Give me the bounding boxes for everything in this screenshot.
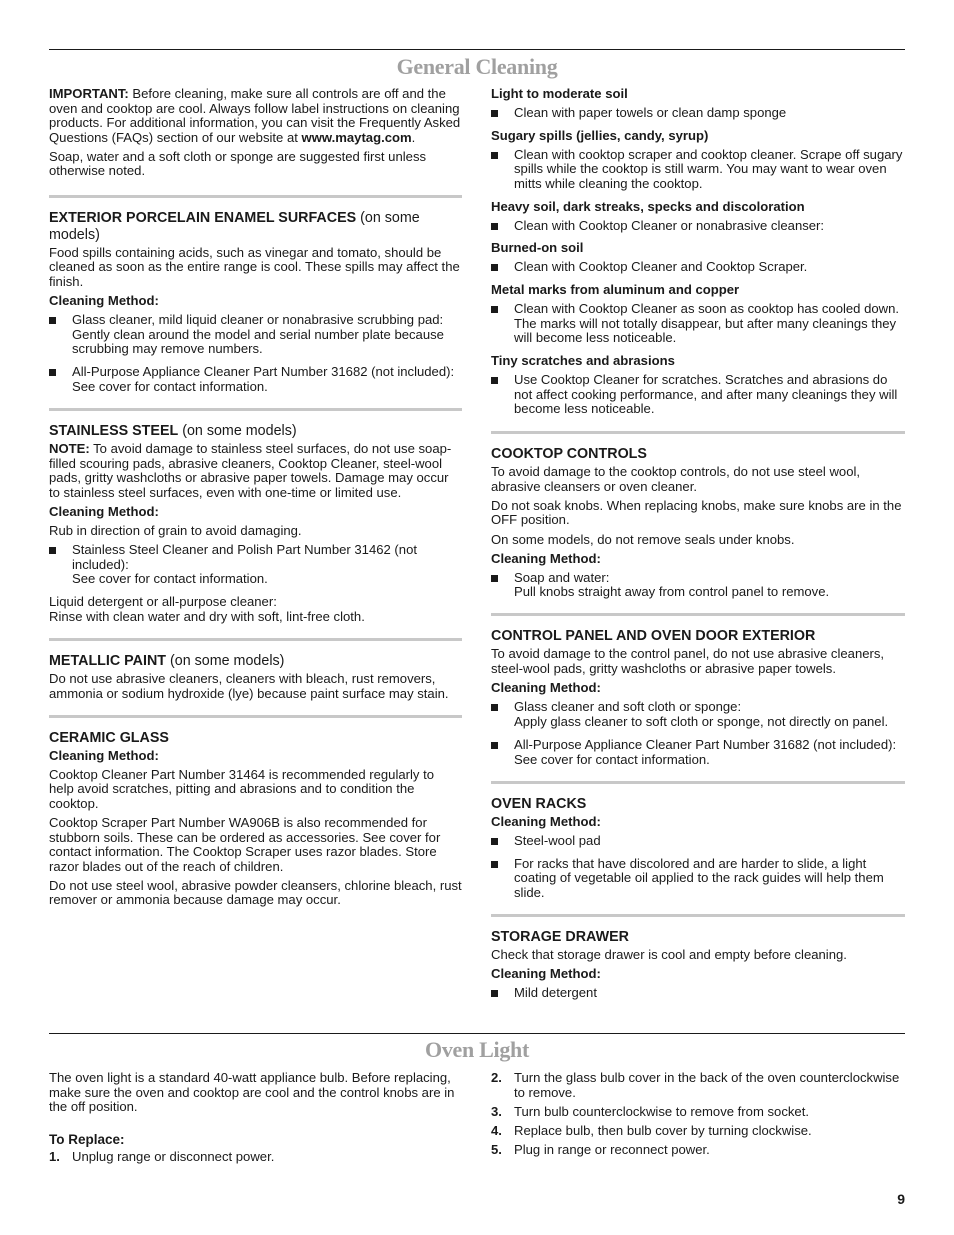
controls-p3: On some models, do not remove seals under knobs.: [491, 531, 795, 547]
metallic-text: Do not use abrasive cleaners, cleaners with bleach, rust removers, ammonia or sodium hydroxide (lye) because paint surface may stain.: [49, 670, 449, 701]
stainless-liquid: Liquid detergent or all-purpose cleaner: Rinse with clean water and dry with soft, lint-free cloth.: [49, 594, 365, 624]
soil-item: Clean with Cooktop Cleaner and Cooktop Scraper.: [491, 260, 905, 275]
section-divider: [491, 914, 905, 917]
stainless-note: NOTE: To avoid damage to stainless steel surfaces, do not use soap-filled scouring pads, abrasive cleaners, Cooktop Cleaner, steel-wool pads, gritty washcloths or abrasive paper towels. Damage may occur to stainless steel surfaces, even with one-time or limited use.: [49, 440, 452, 500]
important-paragraph: IMPORTANT: Before cleaning, make sure all controls are off and the oven and cooktop are cool. Always follow label instructions on cleaning products. For additional information, you can visit the Frequently Asked Questions (FAQs) section of our website at www.maytag.com.: [49, 86, 461, 145]
stainless-item-1: Stainless Steel Cleaner and Polish Part Number 31462 (not included): See cover for contact information.: [49, 543, 462, 587]
drawer-method-label: Cleaning Method:: [491, 966, 601, 982]
panel-p1: To avoid damage to the control panel, do not use abrasive cleaners, steel-wool pads, gritty washcloths or abrasive paper towels.: [491, 646, 885, 677]
porcelain-item-1: Glass cleaner, mild liquid cleaner or nonabrasive scrubbing pad: Gently clean around the model and serial number plate because scrubbing may remove numbers.: [49, 313, 462, 357]
control-panel-heading: CONTROL PANEL AND OVEN DOOR EXTERIOR: [491, 628, 816, 645]
soil-item: Clean with Cooktop Cleaner as soon as cooktop has cooled down. The marks will not totally disappear, but after many cleanings they will become less noticeable.: [491, 302, 905, 346]
porcelain-item-2: All-Purpose Appliance Cleaner Part Number 31682 (not included): See cover for contact information.: [49, 365, 462, 394]
step-3: 3. Turn bulb counterclockwise to remove from socket.: [491, 1103, 809, 1119]
controls-method-label: Cleaning Method:: [491, 550, 601, 566]
panel-item-2: All-Purpose Appliance Cleaner Part Number 31682 (not included): See cover for contact information.: [491, 738, 905, 767]
ceramic-p3: Do not use steel wool, abrasive powder cleansers, chlorine bleach, rust remover or ammonia because damage may occur.: [49, 877, 462, 908]
ceramic-method-label: Cleaning Method:: [49, 747, 159, 763]
section-divider: [49, 715, 462, 718]
ceramic-p2: Cooktop Scraper Part Number WA906B is also recommended for stubborn soils. These can be ordered as accessories. See cover for contact information. The Cooktop Scraper uses razor blades. Store razor blades out of the reach of children.: [49, 815, 441, 874]
middle-rule: [49, 1033, 905, 1034]
controls-p1: To avoid damage to the cooktop controls, do not use steel wool, abrasive cleansers or oven cleaner.: [491, 464, 861, 494]
racks-method-label: Cleaning Method:: [491, 813, 601, 829]
oven-light-right: [491, 1071, 905, 1162]
drawer-item-1: Mild detergent: [491, 986, 905, 1001]
soil-label: Metal marks from aluminum and copper: [491, 281, 740, 297]
step-2: 2. Turn the glass bulb cover in the back of the oven counterclockwise to remove.: [491, 1070, 900, 1100]
page-number: 9: [897, 1191, 905, 1207]
section-divider: [49, 195, 462, 198]
drawer-p1: Check that storage drawer is cool and empty before cleaning.: [491, 947, 847, 963]
cooktop-controls-heading: COOKTOP CONTROLS: [491, 446, 647, 463]
porcelain-heading: EXTERIOR PORCELAIN ENAMEL SURFACES (on some models): [49, 209, 420, 243]
soil-label: Burned-on soil: [491, 240, 584, 256]
porcelain-method-label: Cleaning Method:: [49, 292, 159, 308]
step-5: 5. Plug in range or reconnect power.: [491, 1141, 710, 1157]
storage-drawer-heading: STORAGE DRAWER: [491, 929, 629, 946]
controls-p2: Do not soak knobs. When replacing knobs, make sure knobs are in the OFF position.: [491, 497, 902, 528]
controls-item-1: Soap and water: Pull knobs straight away from control panel to remove.: [491, 571, 905, 600]
soil-label: Tiny scratches and abrasions: [491, 352, 675, 368]
soil-label: Sugary spills (jellies, candy, syrup): [491, 127, 709, 143]
soil-item: Clean with cooktop scraper and cooktop cleaner. Scrape off sugary spills while the cooktop is still warm. You may want to wear oven mitts while cleaning the cooktop.: [491, 148, 905, 192]
stainless-heading: STAINLESS STEEL (on some models): [49, 422, 297, 439]
oven-light-left: [49, 1071, 462, 1169]
top-rule: [49, 49, 905, 50]
panel-item-1: Glass cleaner and soft cloth or sponge: Apply glass cleaner to soft cloth or sponge, not directly on panel.: [491, 700, 905, 729]
ceramic-p1: Cooktop Cleaner Part Number 31464 is recommended regularly to help avoid scratches, pitting and abrasions and to condition the cooktop.: [49, 766, 435, 811]
racks-item-2: For racks that have discolored and are harder to slide, a light coating of vegetable oil applied to the rack guides will help them slide.: [491, 857, 905, 901]
panel-method-label: Cleaning Method:: [491, 680, 601, 696]
soil-list: [491, 87, 905, 417]
oven-light-title: Oven Light: [425, 1037, 529, 1062]
soil-item: Clean with paper towels or clean damp sponge: [491, 106, 905, 121]
stainless-method-label: Cleaning Method:: [49, 503, 159, 519]
metallic-heading: METALLIC PAINT (on some models): [49, 652, 285, 669]
left-column: [49, 87, 462, 913]
section-divider: [491, 781, 905, 784]
section-divider: [491, 613, 905, 616]
right-column: [491, 87, 905, 1005]
porcelain-text: Food spills containing acids, such as vinegar and tomato, should be cleaned as soon as the entire range is cool. These spills may affect the finish.: [49, 244, 460, 289]
section-divider: [491, 431, 905, 434]
soil-item: Use Cooktop Cleaner for scratches. Scratches and abrasions do not affect cooking performance, and after many cleanings they will become less noticeable.: [491, 373, 905, 417]
soap-paragraph: Soap, water and a soft cloth or sponge are suggested first unless otherwise noted.: [49, 148, 427, 179]
stainless-grain: Rub in direction of grain to avoid damaging.: [49, 522, 302, 538]
step-1: 1. Unplug range or disconnect power.: [49, 1149, 275, 1165]
section-divider: [49, 408, 462, 411]
section-divider: [49, 638, 462, 641]
racks-item-1: Steel-wool pad: [491, 834, 905, 849]
general-cleaning-title: General Cleaning: [396, 54, 558, 79]
ceramic-heading: CERAMIC GLASS: [49, 729, 169, 746]
soil-label: Heavy soil, dark streaks, specks and discoloration: [491, 198, 805, 214]
step-4: 4. Replace bulb, then bulb cover by turning clockwise.: [491, 1122, 812, 1138]
soil-item: Clean with Cooktop Cleaner or nonabrasive cleanser:: [491, 219, 905, 234]
soil-label: Light to moderate soil: [491, 86, 628, 101]
oven-racks-heading: OVEN RACKS: [491, 795, 587, 812]
oven-light-intro: The oven light is a standard 40-watt appliance bulb. Before replacing, make sure the oven and cooktop are cool and the control knobs are in the off position.: [49, 1070, 455, 1115]
to-replace-label: To Replace:: [49, 1132, 125, 1148]
